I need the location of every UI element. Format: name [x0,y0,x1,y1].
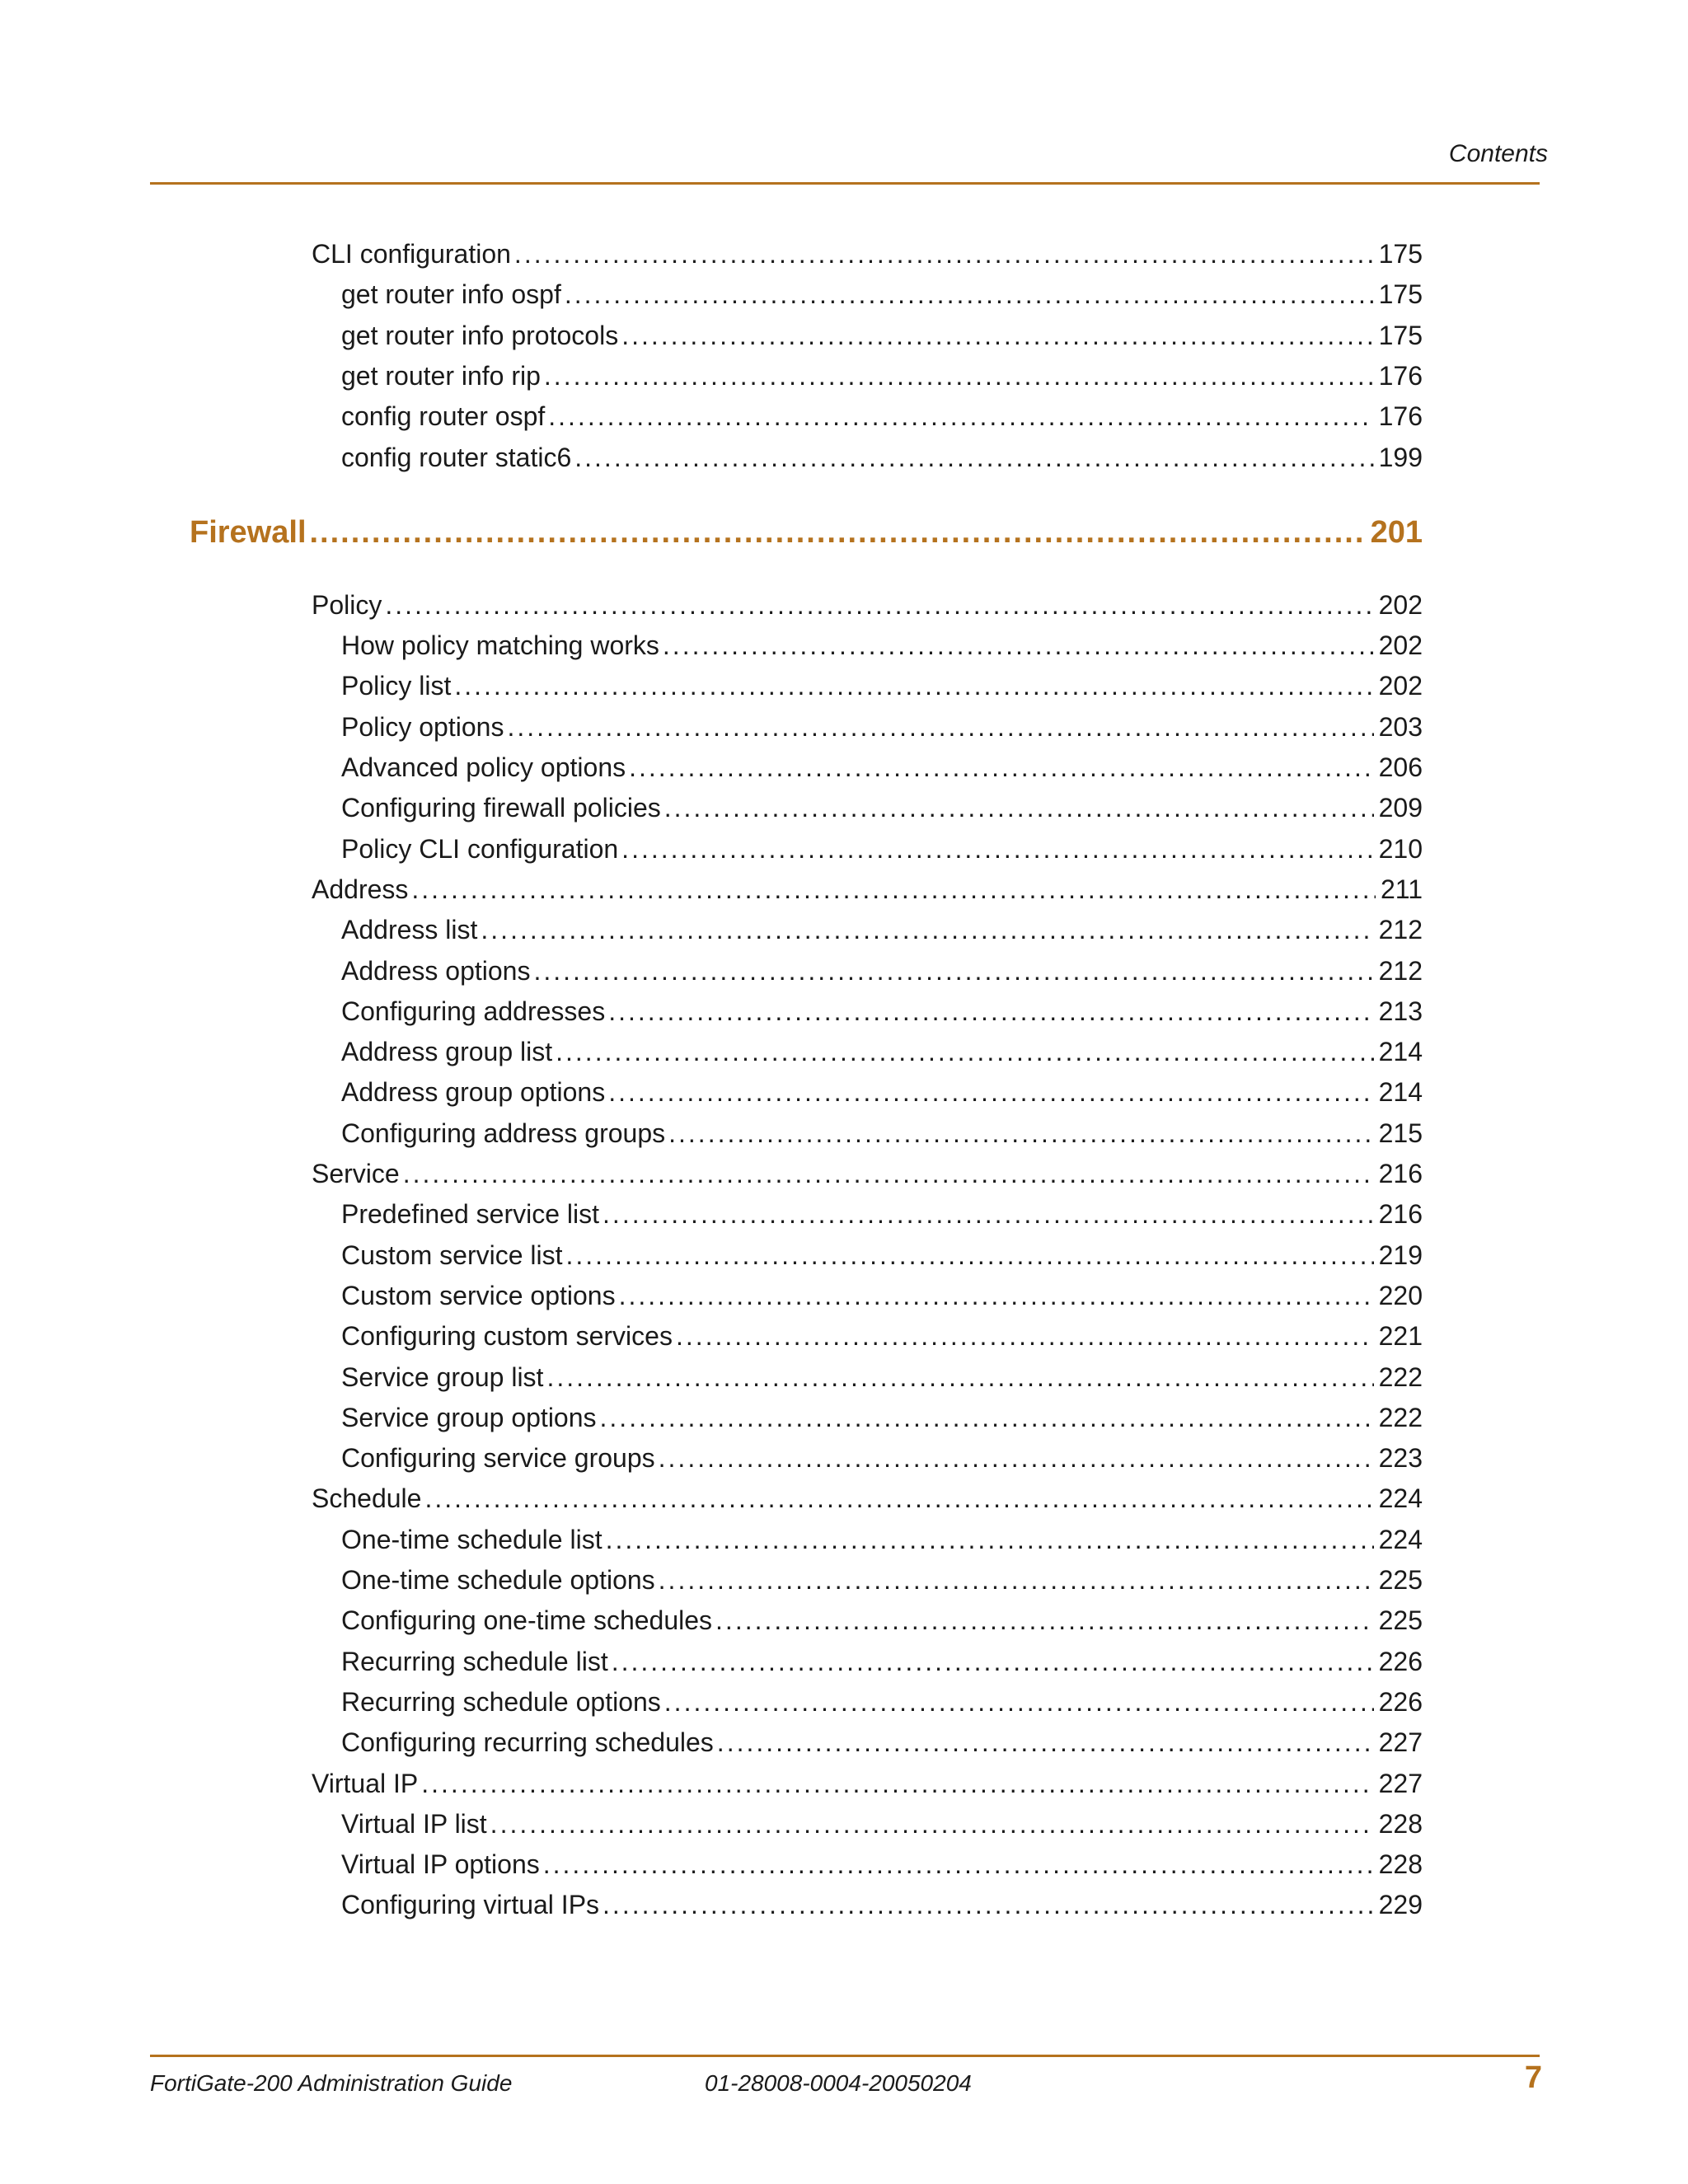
dot-leader [668,1118,1373,1149]
toc-entry-label: Address list [341,915,478,945]
toc-entry-label: Policy options [341,711,504,742]
toc-entry-label: One-time schedule options [341,1565,655,1595]
toc-entry-label: Virtual IP [312,1768,419,1798]
dot-leader [619,1281,1374,1311]
toc-entry-label: Address [312,874,409,904]
toc-entry-label: Service group list [341,1361,544,1392]
toc-entry-label: Firewall [190,514,307,550]
toc-entry-label: get router info rip [341,360,541,391]
dot-leader [556,1037,1373,1067]
dot-leader [421,1769,1373,1799]
toc-entry[interactable] [341,1605,1423,1636]
dot-leader [603,1199,1374,1230]
toc-entry-page: 224 [1378,1483,1423,1514]
toc-entry-label: Advanced policy options [341,752,626,782]
toc-entry[interactable] [341,630,1423,661]
dot-leader [566,1240,1374,1271]
toc-entry-page: 220 [1378,1280,1423,1310]
dot-leader [606,1525,1374,1555]
toc-entry-label: Recurring schedule list [341,1646,608,1676]
toc-entry-page: 175 [1378,239,1423,269]
toc-entry-page: 175 [1378,320,1423,350]
toc-entry[interactable] [341,752,1423,783]
toc-entry-label: config router ospf [341,401,546,432]
toc-entry[interactable] [341,1849,1423,1880]
toc-entry-page: 175 [1378,279,1423,310]
toc-entry-label: Configuring address groups [341,1118,666,1148]
header-rule [150,182,1540,185]
toc-entry-label: Policy CLI configuration [341,833,619,864]
toc-entry-page: 211 [1380,874,1423,904]
toc-entry-label: Address group options [341,1077,606,1108]
dot-leader [490,1809,1374,1840]
toc-entry[interactable] [341,1037,1423,1067]
toc-entry-page: 203 [1378,711,1423,742]
dot-leader [574,443,1373,473]
toc-entry-label: Schedule [312,1483,422,1514]
dot-leader [659,1443,1374,1474]
dot-leader [565,279,1374,310]
footer-guide-title: FortiGate-200 Administration Guide [150,2070,513,2096]
toc-entry-page: 225 [1378,1605,1423,1636]
toc-entry-label: How policy matching works [341,630,659,661]
dot-leader [481,915,1373,945]
toc-entry-page: 228 [1378,1808,1423,1839]
toc-entry[interactable] [341,1727,1423,1758]
dot-leader [543,1849,1374,1880]
toc-entry[interactable] [341,1240,1423,1271]
toc-entry-page: 214 [1378,1037,1423,1067]
toc-entry-label: config router static6 [341,442,572,472]
toc-entry-page: 176 [1378,401,1423,432]
toc-entry-label: Configuring custom services [341,1321,673,1352]
toc-entry-label: Recurring schedule options [341,1686,661,1717]
toc-entry-page: 227 [1378,1727,1423,1758]
toc-entry-page: 212 [1378,955,1423,986]
dot-leader [385,590,1373,621]
toc-entry-page: 227 [1378,1768,1423,1798]
toc-entry[interactable] [341,443,1423,473]
toc-entry-label: CLI configuration [312,239,511,269]
toc-entry-label: Configuring one-time schedules [341,1605,713,1636]
dot-leader [514,239,1374,269]
toc-entry-page: 221 [1378,1321,1423,1352]
dot-leader [659,1565,1374,1596]
toc-entry-label: One-time schedule list [341,1524,603,1554]
dot-leader [608,1077,1373,1108]
toc-entry[interactable] [341,1403,1423,1433]
toc-entry[interactable] [341,1565,1423,1596]
toc-entry-label: Virtual IP options [341,1849,540,1880]
toc-entry-page: 216 [1378,1199,1423,1230]
toc-entry[interactable] [341,1890,1423,1920]
toc-entry[interactable] [341,793,1423,823]
dot-leader [424,1483,1373,1514]
toc-entry[interactable] [341,1199,1423,1230]
toc-entry-page: 226 [1378,1686,1423,1717]
toc-entry[interactable] [341,1687,1423,1718]
dot-leader [621,321,1373,351]
dot-leader [717,1727,1374,1758]
dot-leader [411,874,1376,905]
toc-entry[interactable] [341,401,1423,432]
toc-entry-page: 225 [1378,1565,1423,1595]
toc-entry-page: 202 [1378,630,1423,661]
toc-entry-page: 215 [1378,1118,1423,1148]
dot-leader [608,996,1373,1027]
toc-entry-page: 226 [1378,1646,1423,1676]
toc-entry[interactable] [341,834,1423,865]
toc-entry-page: 201 [1370,514,1423,550]
toc-entry-label: Configuring recurring schedules [341,1727,714,1758]
toc-entry-page: 199 [1378,442,1423,472]
toc-entry[interactable] [341,321,1423,351]
dot-leader [548,401,1373,432]
toc-entry-page: 209 [1378,793,1423,823]
toc-entry-page: 212 [1378,915,1423,945]
toc-entry-page: 176 [1378,360,1423,391]
toc-entry-page: 202 [1378,671,1423,701]
toc-entry-page: 206 [1378,752,1423,782]
dot-leader [533,956,1373,987]
footer-page-number: 7 [1524,2060,1542,2095]
toc-entry-label: get router info ospf [341,279,561,310]
toc-entry[interactable] [341,279,1423,310]
dot-leader [546,1362,1373,1393]
toc-entry-label: Configuring firewall policies [341,793,661,823]
toc-entry[interactable] [341,1647,1423,1677]
toc-entry-label: Address group list [341,1037,553,1067]
toc-entry[interactable] [341,671,1423,701]
toc-entry-page: 202 [1378,589,1423,620]
toc-entry[interactable] [341,1809,1423,1840]
toc-entry[interactable] [341,956,1423,987]
dot-leader [507,712,1373,743]
toc-entry[interactable] [312,1769,1423,1799]
toc-entry-label: Address options [341,955,531,986]
dot-leader [715,1605,1374,1636]
dot-leader [676,1321,1374,1352]
toc-entry[interactable] [341,1321,1423,1352]
toc-entry-page: 224 [1378,1524,1423,1554]
toc-entry[interactable] [341,1525,1423,1555]
toc-entry-page: 210 [1378,833,1423,864]
dot-leader [664,1687,1374,1718]
dot-leader [454,671,1373,701]
toc-entry-page: 223 [1378,1443,1423,1474]
toc-entry-label: Virtual IP list [341,1808,487,1839]
toc-entry[interactable] [341,1362,1423,1393]
toc-entry[interactable] [341,1443,1423,1474]
toc-entry[interactable] [341,712,1423,743]
toc-entry[interactable] [312,874,1423,905]
toc-entry-page: 216 [1378,1159,1423,1188]
footer-rule [150,2055,1540,2057]
dot-leader [664,793,1374,823]
dot-leader [621,834,1373,865]
toc-entry-label: Service group options [341,1402,597,1432]
toc-entry[interactable] [341,1077,1423,1108]
toc-entry-page: 213 [1378,996,1423,1026]
toc-entry[interactable] [341,915,1423,945]
dot-leader [612,1647,1374,1677]
toc-entry[interactable] [341,361,1423,391]
toc-entry[interactable] [312,1483,1423,1514]
footer-doc-number: 01-28008-0004-20050204 [705,2070,972,2096]
toc-entry-page: 229 [1378,1890,1423,1920]
toc-entry[interactable] [341,1118,1423,1149]
toc-entry-label: Policy list [341,671,452,701]
dot-leader [544,361,1374,391]
toc-entry[interactable] [341,1281,1423,1311]
dot-leader [403,1159,1374,1189]
toc-entry[interactable] [341,996,1423,1027]
toc-entry-label: Configuring addresses [341,996,606,1026]
toc-entry-label: Configuring virtual IPs [341,1890,600,1920]
dot-leader [629,752,1374,783]
toc-entry-label: Policy [312,589,382,620]
toc-entry-page: 222 [1378,1361,1423,1392]
dot-leader [603,1890,1374,1920]
toc-chapter-entry[interactable] [190,515,1423,551]
dot-leader [600,1403,1374,1433]
running-header: Contents [1448,140,1548,167]
toc-entry-page: 222 [1378,1402,1423,1432]
toc-entry-label: Configuring service groups [341,1443,655,1474]
toc-entry-label: Predefined service list [341,1199,600,1230]
toc-entry-label: get router info protocols [341,320,619,350]
toc-entry[interactable] [312,239,1423,269]
toc-entry-page: 219 [1378,1240,1423,1270]
toc-entry[interactable] [312,1159,1423,1189]
toc-entry[interactable] [312,590,1423,621]
toc-entry-label: Service [312,1159,400,1188]
toc-entry-page: 214 [1378,1077,1423,1108]
dot-leader [663,630,1374,661]
dot-leader [310,515,1366,551]
toc-entry-label: Custom service options [341,1280,616,1310]
toc-entry-page: 228 [1378,1849,1423,1880]
toc-entry-label: Custom service list [341,1240,563,1270]
